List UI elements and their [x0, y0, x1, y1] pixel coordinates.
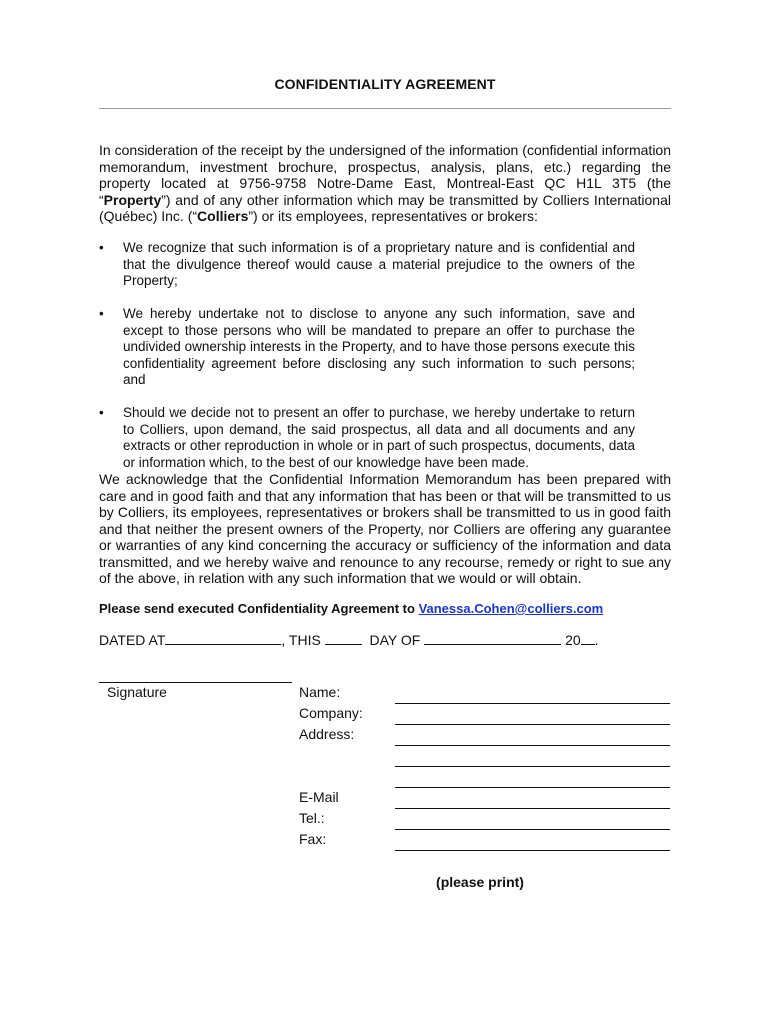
intro-text-1: In consideration of the receipt by the undersigned of the information (confidential information memorandum, investment brochure, prospectus, analysis, plans, etc.) regarding the property located at 9756-9758 Notre-Dame East, Montreal-East QC H1L 3T5 (the “ — [99, 142, 671, 208]
signature-label: Signature — [107, 684, 167, 700]
email-label: E-Mail — [299, 789, 339, 805]
obligations-list — [99, 240, 635, 488]
intro-text-2: ”) and of any other information which may be transmitted by Colliers International (Québec) Inc. (“ — [99, 191, 671, 224]
name-label: Name: — [299, 684, 341, 700]
day-of-label: DAY OF — [369, 632, 421, 648]
dated-at-label: DATED AT — [99, 632, 166, 648]
document-title: CONFIDENTIALITY AGREEMENT — [274, 76, 496, 92]
fax-field-line[interactable] — [395, 850, 670, 851]
day-blank[interactable] — [325, 632, 362, 645]
place-blank[interactable] — [165, 632, 281, 645]
company-field-line[interactable] — [395, 724, 670, 725]
name-field-line[interactable] — [395, 703, 670, 704]
property-term: Property — [103, 191, 162, 208]
acknowledgement-paragraph: We acknowledge that the Confidential Information Memorandum has been prepared with care and in good faith and that any information that has been or that will be transmitted to us by Colliers, its employees, representatives or brokers shall be transmitted to us in good faith and that neither the present owners of the Property, nor Colliers are offering any guarantee or warranties of any kind concerning the accuracy or sufficiency of the information and data transmitted, and we hereby waive and renounce to any recourse, remedy or right to sue any of the above, in relation with any such information that we would or will obtain. — [99, 471, 671, 586]
address-field-line-2[interactable] — [395, 766, 670, 767]
list-item — [99, 306, 635, 389]
list-item-text: We recognize that such information is of a proprietary nature and is confidential and that the divulgence thereof would cause a material prejudice to the owners of the Property; — [123, 240, 635, 288]
list-item-text: Should we decide not to present an offer to purchase, we hereby undertake to return to Colliers, upon demand, the said prospectus, all data and all documents and any extracts or other reproduction in whole or in part of such prospectus, documents, data or information which, to the best of our knowledge have been made. — [123, 405, 635, 470]
intro-text-3: ”) or its employees, representatives or brokers: — [248, 208, 538, 224]
tel-label: Tel.: — [299, 810, 325, 826]
company-label: Company: — [299, 705, 363, 721]
send-text: Please send executed Confidentiality Agreement to — [99, 601, 419, 616]
please-print-note: (please print) — [436, 874, 524, 890]
bullet-icon: • — [99, 240, 104, 255]
send-instruction — [99, 601, 603, 616]
list-item — [99, 405, 635, 471]
list-item — [99, 240, 635, 290]
month-blank[interactable] — [424, 632, 561, 645]
email-link[interactable]: Vanessa.Cohen@colliers.com — [418, 601, 604, 616]
title-divider — [99, 108, 671, 109]
bullet-icon: • — [99, 405, 104, 420]
this-label: , THIS — [281, 632, 321, 648]
intro-paragraph — [99, 142, 671, 225]
fax-label: Fax: — [299, 831, 327, 847]
signature-line[interactable] — [99, 682, 292, 683]
address-field-line-3[interactable] — [395, 787, 670, 788]
address-field-line[interactable] — [395, 745, 670, 746]
bullet-icon: • — [99, 306, 104, 321]
dated-line — [99, 632, 599, 648]
email-field-line[interactable] — [395, 808, 670, 809]
year-label: 20 — [565, 632, 581, 648]
address-label: Address: — [299, 726, 355, 742]
colliers-term: Colliers — [197, 208, 249, 224]
dated-period: . — [594, 632, 599, 648]
year-blank[interactable] — [581, 632, 595, 645]
tel-field-line[interactable] — [395, 829, 670, 830]
list-item-text: We hereby undertake not to disclose to anyone any such information, save and except to those persons who will be mandated to prepare an offer to purchase the undivided ownership interests in the Property, and to have those persons execute this confidentiality agreement before disclosing any such information to such persons; and — [123, 306, 635, 387]
